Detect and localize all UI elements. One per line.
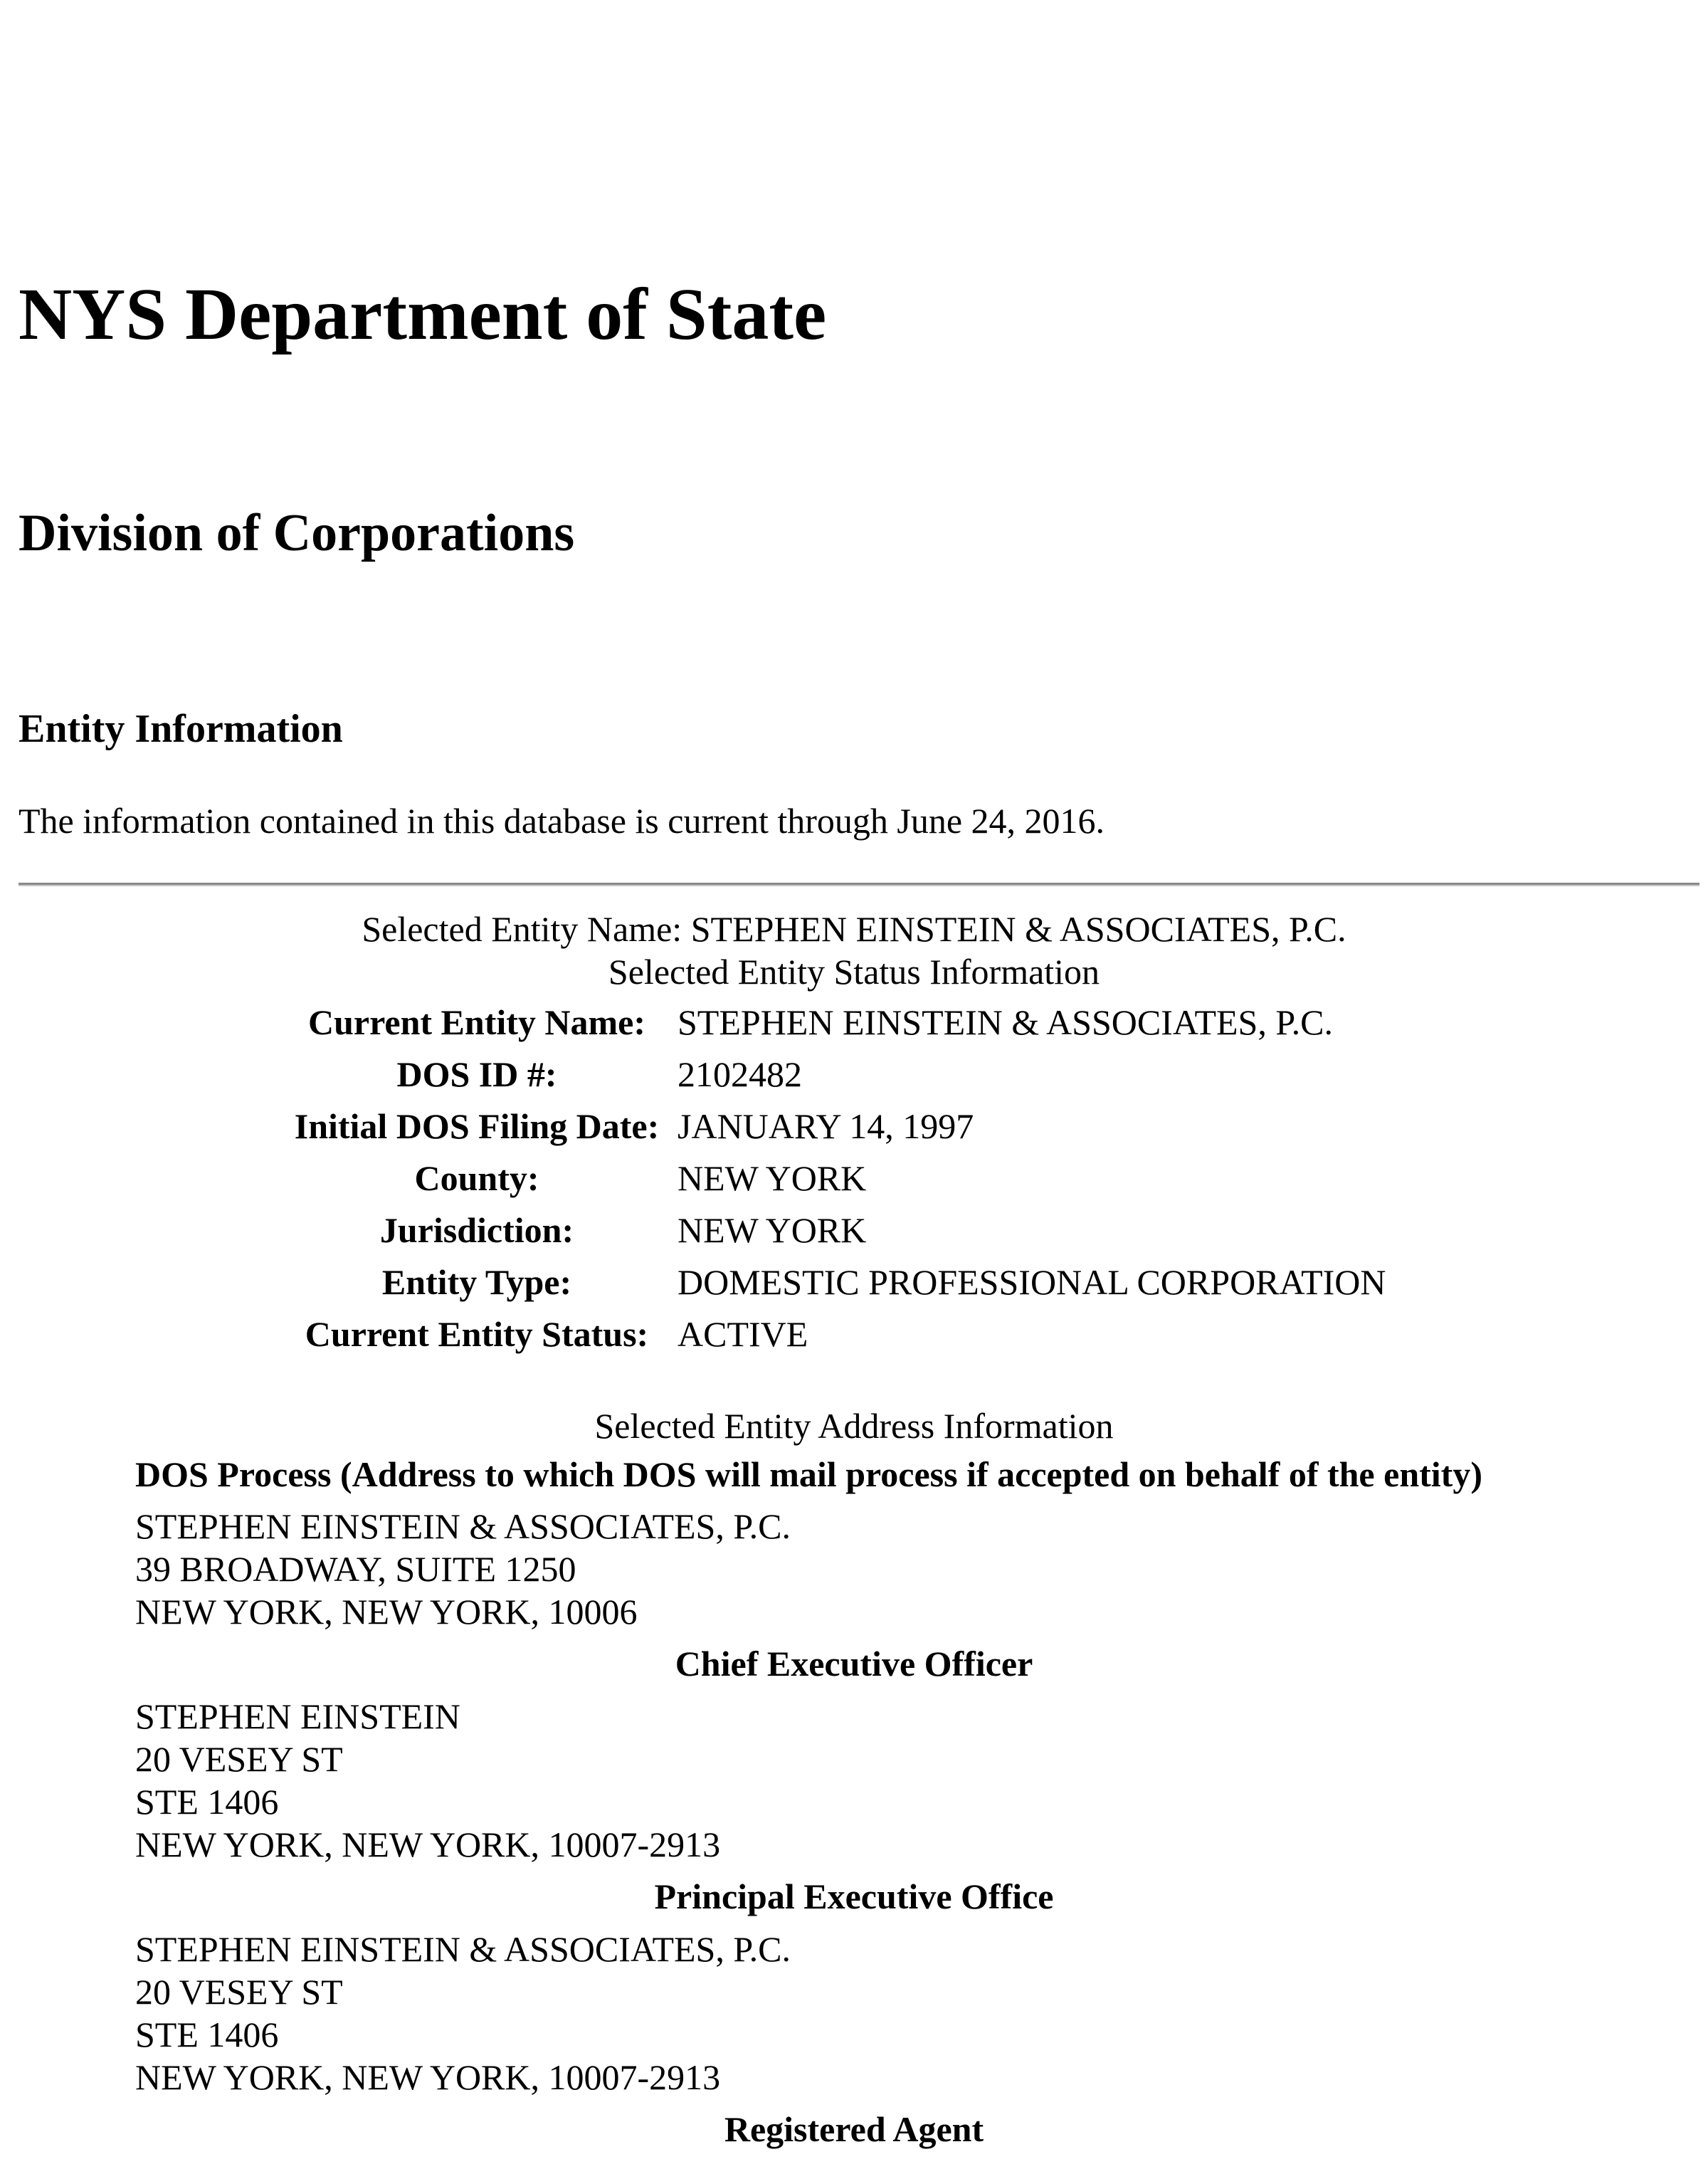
principal-office-address-line: STE 1406	[135, 2015, 279, 2054]
ceo-address-line: STE 1406	[135, 1782, 279, 1822]
status-label: Current Entity Status:	[305, 1314, 649, 1354]
ceo-address-line: NEW YORK, NEW YORK, 10007-2913	[135, 1824, 721, 1864]
ceo-address-line: 20 VESEY ST	[135, 1739, 343, 1779]
status-value: JANUARY 14, 1997	[678, 1106, 974, 1146]
status-label: Current Entity Name:	[308, 1002, 645, 1042]
status-label: DOS ID #:	[396, 1054, 557, 1094]
status-value: DOMESTIC PROFESSIONAL CORPORATION	[678, 1262, 1386, 1302]
dos-process-address-line: 39 BROADWAY, SUITE 1250	[135, 1549, 576, 1589]
dos-process-address-line: NEW YORK, NEW YORK, 10006	[135, 1592, 638, 1632]
status-value: NEW YORK	[678, 1158, 867, 1198]
status-label: County:	[414, 1158, 539, 1198]
ceo-label: Chief Executive Officer	[675, 1644, 1033, 1684]
status-label: Entity Type:	[381, 1262, 572, 1302]
principal-office-address-line: NEW YORK, NEW YORK, 10007-2913	[135, 2057, 721, 2097]
status-value: NEW YORK	[678, 1210, 867, 1250]
selected-entity-name: Selected Entity Name: STEPHEN EINSTEIN & ASSOCIATES, P.C.	[362, 909, 1346, 949]
horizontal-rule	[19, 883, 1699, 886]
section-heading: Entity Information	[19, 707, 343, 751]
registered-agent-label: Registered Agent	[724, 2109, 984, 2149]
page-title: NYS Department of State	[19, 273, 827, 355]
status-label: Initial DOS Filing Date:	[294, 1106, 660, 1146]
currency-notice: The information contained in this database is current through June 24, 2016.	[19, 801, 1105, 841]
status-value: 2102482	[678, 1054, 802, 1094]
address-info-heading: Selected Entity Address Information	[594, 1406, 1114, 1446]
status-info-heading: Selected Entity Status Information	[608, 952, 1100, 992]
division-heading: Division of Corporations	[19, 504, 575, 562]
dos-process-address-line: STEPHEN EINSTEIN & ASSOCIATES, P.C.	[135, 1506, 791, 1546]
status-value: ACTIVE	[678, 1314, 808, 1354]
ceo-address-line: STEPHEN EINSTEIN	[135, 1696, 460, 1736]
status-label: Jurisdiction:	[379, 1210, 574, 1250]
principal-office-label: Principal Executive Office	[654, 1876, 1054, 1916]
status-value: STEPHEN EINSTEIN & ASSOCIATES, P.C.	[678, 1002, 1333, 1042]
principal-office-address-line: 20 VESEY ST	[135, 1972, 343, 2012]
dos-process-label: DOS Process (Address to which DOS will mail process if accepted on behalf of the entity)	[135, 1454, 1482, 1494]
principal-office-address-line: STEPHEN EINSTEIN & ASSOCIATES, P.C.	[135, 1929, 791, 1969]
